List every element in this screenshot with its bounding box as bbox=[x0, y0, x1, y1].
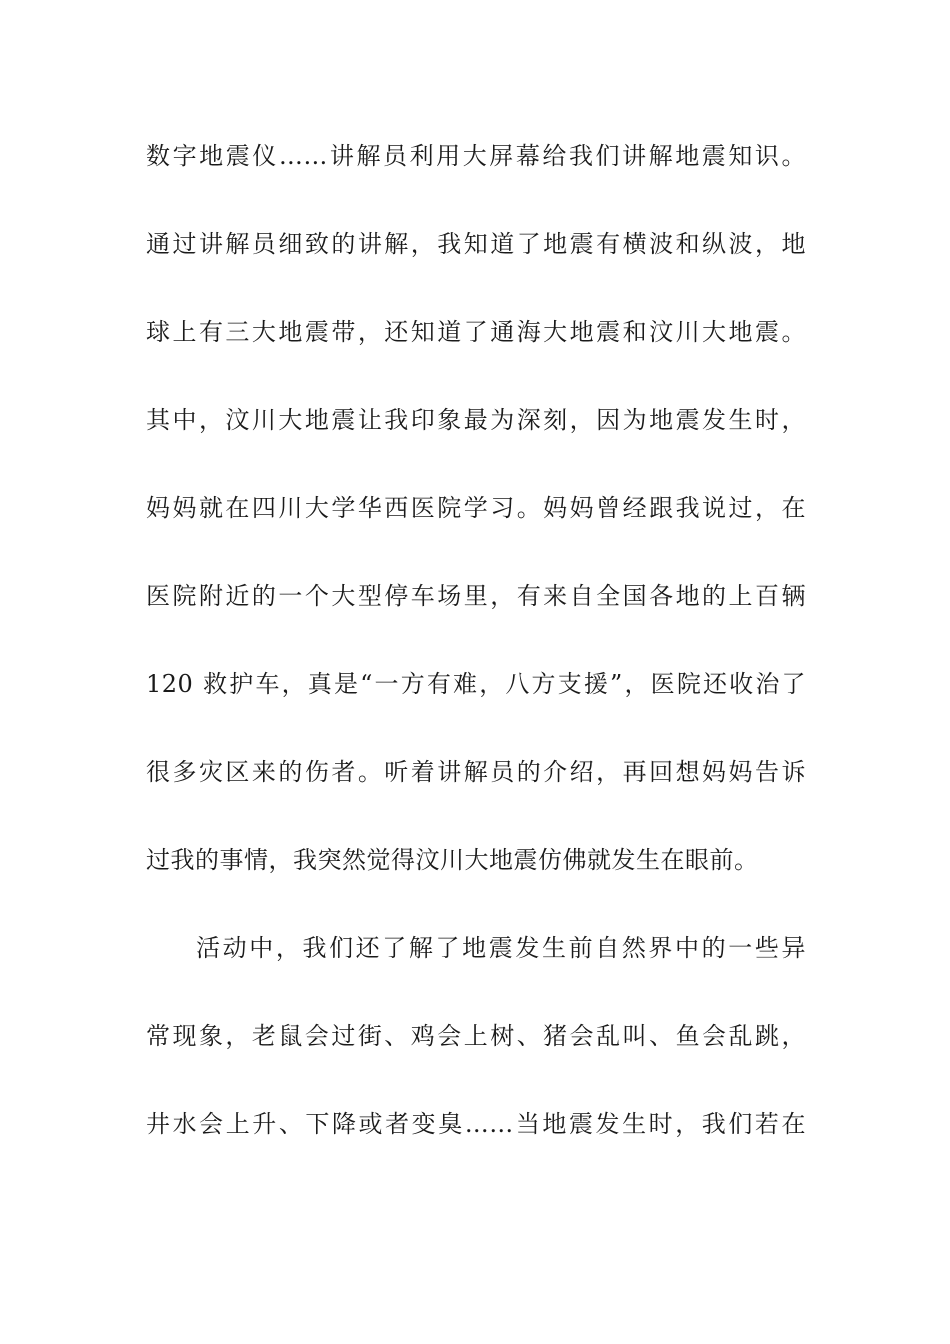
text-line: 妈妈就在四川大学华西医院学习。妈妈曾经跟我说过，在 bbox=[146, 494, 806, 522]
text-line: 其中，汶川大地震让我印象最为深刻，因为地震发生时， bbox=[146, 406, 806, 434]
text-line: 通过讲解员细致的讲解，我知道了地震有横波和纵波，地 bbox=[146, 230, 806, 258]
text-line: 球上有三大地震带，还知道了通海大地震和汶川大地震。 bbox=[146, 318, 806, 346]
text-line: 医院附近的一个大型停车场里，有来自全国各地的上百辆 bbox=[146, 582, 806, 610]
text-line: 井水会上升、下降或者变臭……当地震发生时，我们若在 bbox=[146, 1110, 806, 1138]
text-line: 数字地震仪……讲解员利用大屏幕给我们讲解地震知识。 bbox=[146, 142, 806, 170]
text-line: 120 救护车，真是“一方有难，八方支援”，医院还收治了 bbox=[146, 670, 806, 698]
text-line: 很多灾区来的伤者。听着讲解员的介绍，再回想妈妈告诉 bbox=[146, 758, 806, 786]
text-line: 过我的事情，我突然觉得汶川大地震仿佛就发生在眼前。 bbox=[146, 846, 759, 874]
paragraph-first-line: 活动中，我们还了解了地震发生前自然界中的一些异 bbox=[196, 934, 806, 962]
text-line: 常现象，老鼠会过街、鸡会上树、猪会乱叫、鱼会乱跳， bbox=[146, 1022, 806, 1050]
